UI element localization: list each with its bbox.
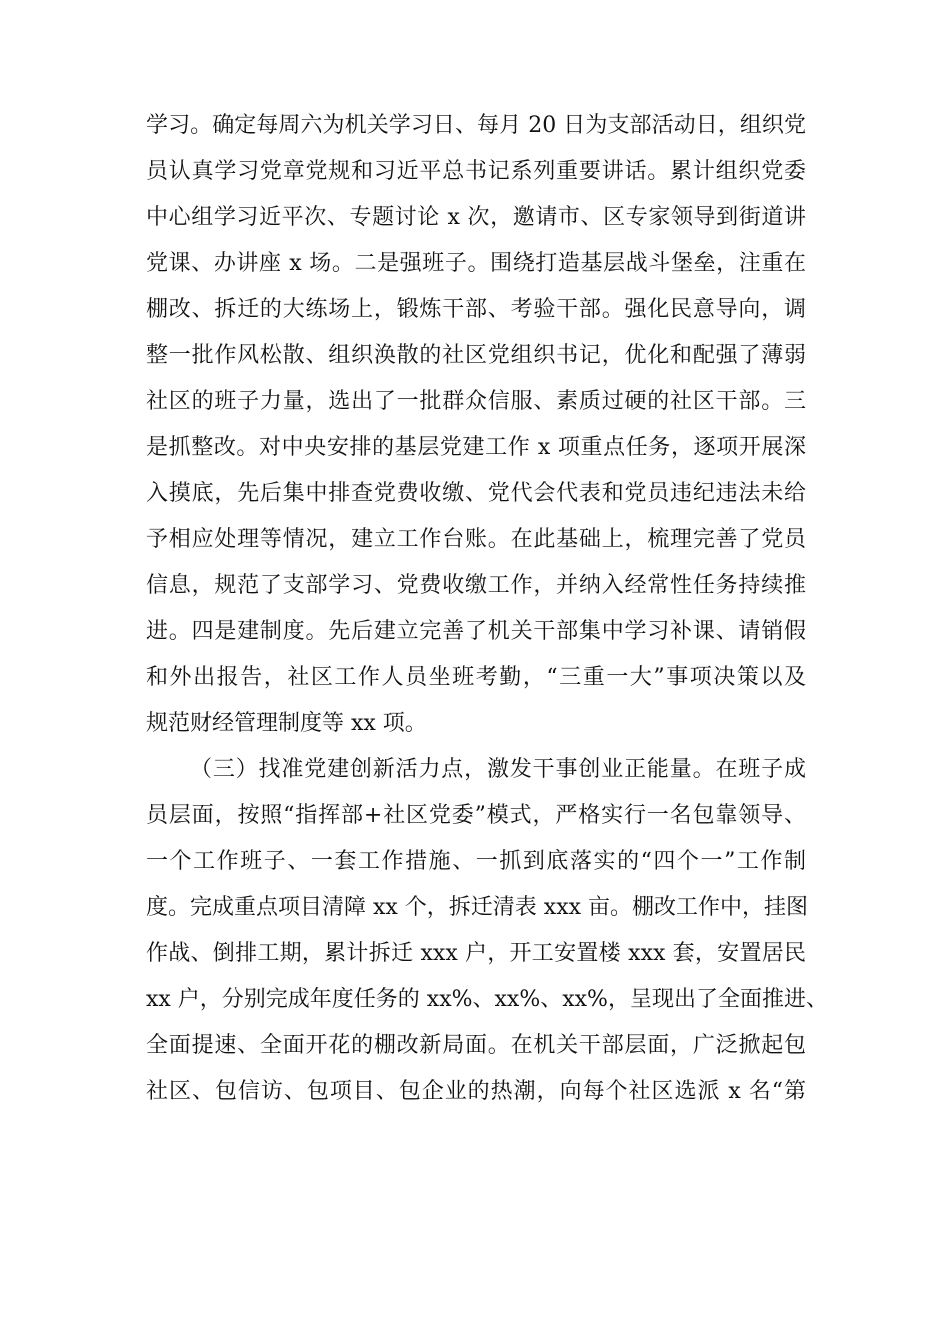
paragraph-heading-line: （三）找准党建创新活力点，激发干事创业正能量。在班子成	[190, 757, 806, 782]
text-line-8: 是抓整改。对中央安排的基层党建工作 x 项重点任务，逐项开展深	[146, 435, 806, 460]
text-line-11: 信息，规范了支部学习、党费收缴工作，并纳入经常性任务持续推	[146, 573, 806, 598]
text-line-19: 作战、倒排工期，累计拆迁 xxx 户，开工安置楼 xxx 套，安置居民	[146, 941, 806, 966]
text-line-6: 整一批作风松散、组织涣散的社区党组织书记，优化和配强了薄弱	[146, 343, 806, 368]
text-line-7: 社区的班子力量，选出了一批群众信服、素质过硬的社区干部。三	[146, 389, 806, 414]
text-line-16: 员层面，按照“指挥部+社区党委”模式，严格实行一名包靠领导、	[146, 803, 806, 828]
text-line-9: 入摸底，先后集中排查党费收缴、党代会代表和党员违纪违法未给	[146, 481, 806, 506]
text-line-18: 度。完成重点项目清障 xx 个，拆迁清表 xxx 亩。棚改工作中，挂图	[146, 895, 809, 920]
text-line-10: 予相应处理等情况，建立工作台账。在此基础上，梳理完善了党员	[146, 527, 806, 552]
text-line-2: 员认真学习党章党规和习近平总书记系列重要讲话。累计组织党委	[146, 159, 806, 184]
text-line-13: 和外出报告，社区工作人员坐班考勤，“三重一大”事项决策以及	[146, 665, 806, 690]
text-line-4: 党课、办讲座 x 场。二是强班子。围绕打造基层战斗堡垒，注重在	[146, 251, 806, 276]
text-line-17: 一个工作班子、一套工作措施、一抓到底落实的“四个一”工作制	[146, 849, 806, 874]
text-line-12: 进。四是建制度。先后建立完善了机关干部集中学习补课、请销假	[146, 619, 806, 644]
text-line-1: 学习。确定每周六为机关学习日、每月 20 日为支部活动日，组织党	[146, 113, 806, 138]
text-line-3: 中心组学习近平次、专题讨论 x 次，邀请市、区专家领导到街道讲	[146, 205, 806, 230]
text-line-22: 社区、包信访、包项目、包企业的热潮，向每个社区选派 x 名“第	[146, 1079, 806, 1104]
text-line-5: 棚改、拆迁的大练场上，锻炼干部、考验干部。强化民意导向，调	[146, 297, 806, 322]
text-line-14: 规范财经管理制度等 xx 项。	[146, 711, 427, 736]
text-line-21: 全面提速、全面开花的棚改新局面。在机关干部层面，广泛掀起包	[146, 1033, 806, 1058]
text-line-20: xx 户，分别完成年度任务的 xx%、xx%、xx%，呈现出了全面推进、	[146, 987, 828, 1012]
